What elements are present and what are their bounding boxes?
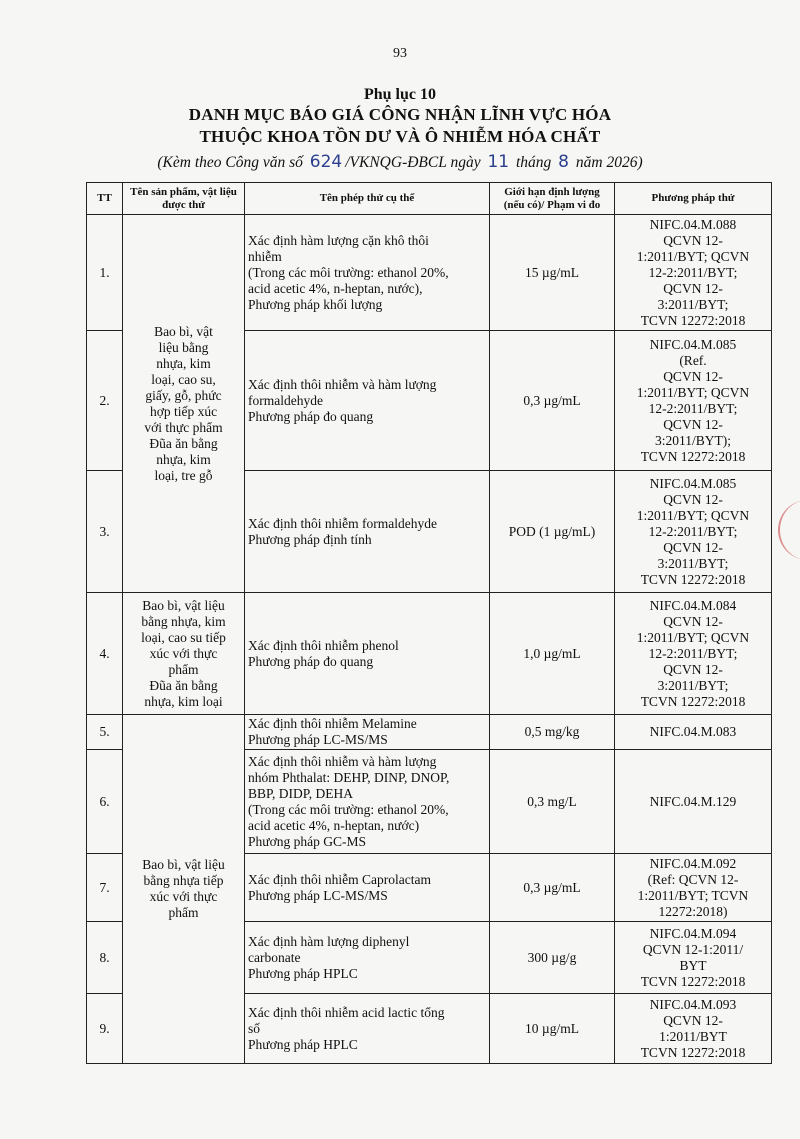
test-name-line: Xác định thôi nhiễm phenol: [248, 637, 399, 653]
handwritten-month: 8: [558, 152, 569, 172]
test-method-line: NIFC.04.M.084: [649, 597, 737, 613]
red-stamp-mark: [778, 500, 800, 560]
test-name-line: Phương pháp khối lượng: [248, 296, 383, 312]
subtitle-month-label: tháng: [515, 154, 552, 171]
product-name-line: giấy, gỗ, phức: [145, 387, 222, 403]
test-method-line: 3:2011/BYT);: [655, 432, 731, 448]
test-name-line: (Trong các môi trường: ethanol 20%,: [248, 264, 449, 280]
test-name-line: nhiễm: [248, 248, 282, 264]
table-body: [87, 215, 772, 1064]
product-name-line: loại, tre gỗ: [154, 467, 213, 483]
table-row: [87, 715, 772, 750]
product-name: [123, 215, 245, 593]
test-method: [615, 593, 772, 715]
product-name-line: Đũa ăn bằng: [149, 435, 218, 451]
test-method-line: 1:2011/BYT: [659, 1028, 727, 1044]
product-name-line: phẩm: [168, 661, 199, 677]
test-method-line: (Ref.: [679, 352, 707, 368]
quantification-limit: 300 µg/g: [490, 922, 615, 994]
header-test: Tên phép thử cụ thể: [245, 183, 490, 215]
test-method-line: NIFC.04.M.088: [649, 216, 737, 232]
table-row: [87, 215, 772, 331]
test-name: [245, 715, 490, 750]
test-method-line: 12-2:2011/BYT;: [648, 400, 738, 416]
test-name-line: Phương pháp HPLC: [248, 1036, 358, 1052]
test-method-line: TCVN 12272:2018: [640, 693, 746, 709]
test-method-line: TCVN 12272:2018: [640, 1044, 746, 1060]
test-method-line: QCVN 12-: [663, 661, 723, 677]
quantification-limit: 0,3 µg/mL: [490, 331, 615, 471]
test-method: [615, 922, 772, 994]
test-name-line: acid acetic 4%, n-heptan, nước),: [248, 280, 423, 296]
test-name: [245, 593, 490, 715]
product-name-line: Đũa ăn bằng: [149, 677, 218, 693]
test-method-line: 1:2011/BYT; QCVN: [636, 248, 750, 264]
product-name-line: liệu bằng: [158, 339, 209, 355]
test-name-line: Xác định thôi nhiễm và hàm lượng: [248, 753, 437, 769]
test-method-line: QCVN 12-: [663, 368, 723, 384]
row-number: 4.: [87, 593, 123, 715]
product-name-line: với thực phẩm: [144, 419, 223, 435]
test-method-line: 1:2011/BYT; TCVN: [637, 887, 749, 903]
test-method-line: BYT: [679, 957, 707, 973]
product-name-line: xúc với thực: [149, 889, 218, 904]
test-method-line: NIFC.04.M.083: [649, 724, 737, 739]
product-name: [123, 715, 245, 1064]
test-method-line: NIFC.04.M.092: [649, 855, 737, 871]
product-name-line: loại, cao su tiếp: [141, 629, 226, 645]
quantification-limit: 0,3 µg/mL: [490, 854, 615, 922]
test-name: [245, 854, 490, 922]
product-name-line: Bao bì, vật liệu: [142, 597, 225, 613]
row-number: 8.: [87, 922, 123, 994]
header-method: Phương pháp thử: [615, 183, 772, 215]
test-name-line: Xác định hàm lượng diphenyl: [248, 933, 410, 949]
document-title-line-2: THUỘC KHOA TỒN DƯ VÀ Ô NHIỄM HÓA CHẤT: [199, 127, 601, 146]
test-name-line: Xác định hàm lượng cặn khô thôi: [248, 232, 429, 248]
quantification-limit: 0,3 mg/L: [490, 750, 615, 854]
test-method-line: NIFC.04.M.085: [649, 475, 737, 491]
test-name-line: Phương pháp LC-MS/MS: [248, 887, 388, 903]
subtitle-prefix: (Kèm theo Công văn số: [157, 154, 303, 171]
quantification-limit: 15 µg/mL: [490, 215, 615, 331]
product-name-line: nhựa, kim: [156, 355, 211, 371]
test-method-line: 12-2:2011/BYT;: [648, 523, 738, 539]
product-name-line: nhựa, kim loại: [144, 693, 223, 709]
page-number: 93: [393, 46, 407, 61]
test-method-line: 12-2:2011/BYT;: [648, 645, 738, 661]
product-name: [123, 593, 245, 715]
test-method-line: QCVN 12-1:2011/: [642, 941, 744, 957]
test-name-line: Xác định thôi nhiễm formaldehyde: [248, 515, 437, 531]
test-name-line: Phương pháp GC-MS: [248, 833, 366, 849]
test-method-line: 12-2:2011/BYT;: [648, 264, 738, 280]
product-name-line: nhựa, kim: [156, 451, 211, 467]
test-method-line: QCVN 12-: [663, 613, 723, 629]
row-number: 5.: [87, 715, 123, 750]
test-name-line: Phương pháp HPLC: [248, 965, 358, 981]
product-name-line: Bao bì, vật: [154, 323, 213, 339]
handwritten-document-number: 624: [309, 152, 343, 172]
test-method-line: TCVN 12272:2018: [640, 312, 746, 328]
product-name-line: Bao bì, vật liệu: [142, 857, 225, 872]
test-method-line: QCVN 12-: [663, 416, 723, 432]
test-name: [245, 215, 490, 331]
test-name-line: BBP, DIDP, DEHA: [248, 785, 354, 801]
row-number: 3.: [87, 471, 123, 593]
test-method: [615, 215, 772, 331]
test-method: [615, 994, 772, 1064]
quantification-limit: 10 µg/mL: [490, 994, 615, 1064]
test-name-line: nhóm Phthalat: DEHP, DINP, DNOP,: [248, 769, 450, 785]
test-method: [615, 331, 772, 471]
test-name-line: Xác định thôi nhiễm Caprolactam: [248, 871, 431, 887]
subtitle-mid: /VKNQG-ĐBCL ngày: [345, 154, 481, 171]
header-product: Tên sản phẩm, vật liệu được thử: [123, 183, 245, 215]
test-method-line: QCVN 12-: [663, 232, 723, 248]
document-title-line-1: DANH MỤC BÁO GIÁ CÔNG NHẬN LĨNH VỰC HÓA: [188, 105, 612, 124]
test-name-line: carbonate: [248, 949, 301, 965]
test-name-line: Xác định thôi nhiễm và hàm lượng: [248, 376, 437, 392]
test-method-line: QCVN 12-: [663, 539, 723, 555]
test-method-line: TCVN 12272:2018: [640, 448, 746, 464]
row-number: 2.: [87, 331, 123, 471]
test-name-line: Phương pháp đo quang: [248, 408, 374, 424]
test-method: [615, 750, 772, 854]
row-number: 1.: [87, 215, 123, 331]
test-method-line: QCVN 12-: [663, 1012, 723, 1028]
quantification-limit: 1,0 µg/mL: [490, 593, 615, 715]
document-subtitle: [0, 152, 800, 172]
test-method-line: NIFC.04.M.085: [649, 336, 737, 352]
test-name: [245, 331, 490, 471]
product-name-line: bằng nhựa tiếp: [143, 873, 224, 888]
test-method-line: 1:2011/BYT; QCVN: [636, 629, 750, 645]
product-name-line: loại, cao su,: [151, 371, 216, 387]
test-name-line: acid acetic 4%, n-heptan, nước): [248, 817, 420, 833]
test-name-line: Xác định thôi nhiễm Melamine: [248, 716, 417, 731]
header-limit: Giới hạn định lượng (nếu có)/ Phạm vi đo: [490, 183, 615, 215]
product-name-line: xúc với thực: [149, 645, 218, 661]
test-method-line: 12272:2018): [658, 903, 728, 919]
appendix-label: Phụ lục 10: [363, 86, 436, 103]
quantification-limit: 0,5 mg/kg: [490, 715, 615, 750]
test-method-line: NIFC.04.M.129: [649, 793, 737, 809]
test-method: [615, 854, 772, 922]
test-method-line: NIFC.04.M.094: [649, 925, 737, 941]
test-method-line: NIFC.04.M.093: [649, 996, 737, 1012]
test-name: [245, 994, 490, 1064]
test-name-line: Phương pháp LC-MS/MS: [248, 732, 388, 747]
product-name-line: bằng nhựa, kim: [141, 613, 226, 629]
test-name-line: Phương pháp đo quang: [248, 653, 374, 669]
subtitle-suffix: năm 2026): [575, 154, 643, 171]
row-number: 6.: [87, 750, 123, 854]
row-number: 9.: [87, 994, 123, 1064]
row-number: 7.: [87, 854, 123, 922]
test-name-line: formaldehyde: [248, 392, 323, 408]
test-method-line: 1:2011/BYT; QCVN: [636, 384, 750, 400]
test-method-line: (Ref: QCVN 12-: [647, 871, 739, 887]
accreditation-table: [86, 182, 772, 1064]
test-method-line: QCVN 12-: [663, 280, 723, 296]
test-method-line: 3:2011/BYT;: [657, 555, 729, 571]
test-method: [615, 471, 772, 593]
test-method-line: 1:2011/BYT; QCVN: [636, 507, 750, 523]
test-name: [245, 922, 490, 994]
product-name-line: hợp tiếp xúc: [149, 403, 218, 419]
quantification-limit: POD (1 µg/mL): [490, 471, 615, 593]
test-method-line: QCVN 12-: [663, 491, 723, 507]
test-method: [615, 715, 772, 750]
test-method-line: TCVN 12272:2018: [640, 973, 746, 989]
product-name-line: phẩm: [168, 905, 199, 920]
handwritten-day: 11: [487, 152, 510, 172]
test-method-line: 3:2011/BYT;: [657, 677, 729, 693]
test-method-line: 3:2011/BYT;: [657, 296, 729, 312]
test-name: [245, 471, 490, 593]
header-tt: TT: [87, 183, 123, 215]
test-name-line: (Trong các môi trường: ethanol 20%,: [248, 801, 449, 817]
test-name-line: số: [248, 1020, 261, 1036]
table-header-row: [87, 183, 772, 215]
table-row: [87, 593, 772, 715]
test-method-line: TCVN 12272:2018: [640, 571, 746, 587]
test-name-line: Xác định thôi nhiễm acid lactic tổng: [248, 1004, 445, 1020]
test-name-line: Phương pháp định tính: [248, 531, 372, 547]
test-name: [245, 750, 490, 854]
